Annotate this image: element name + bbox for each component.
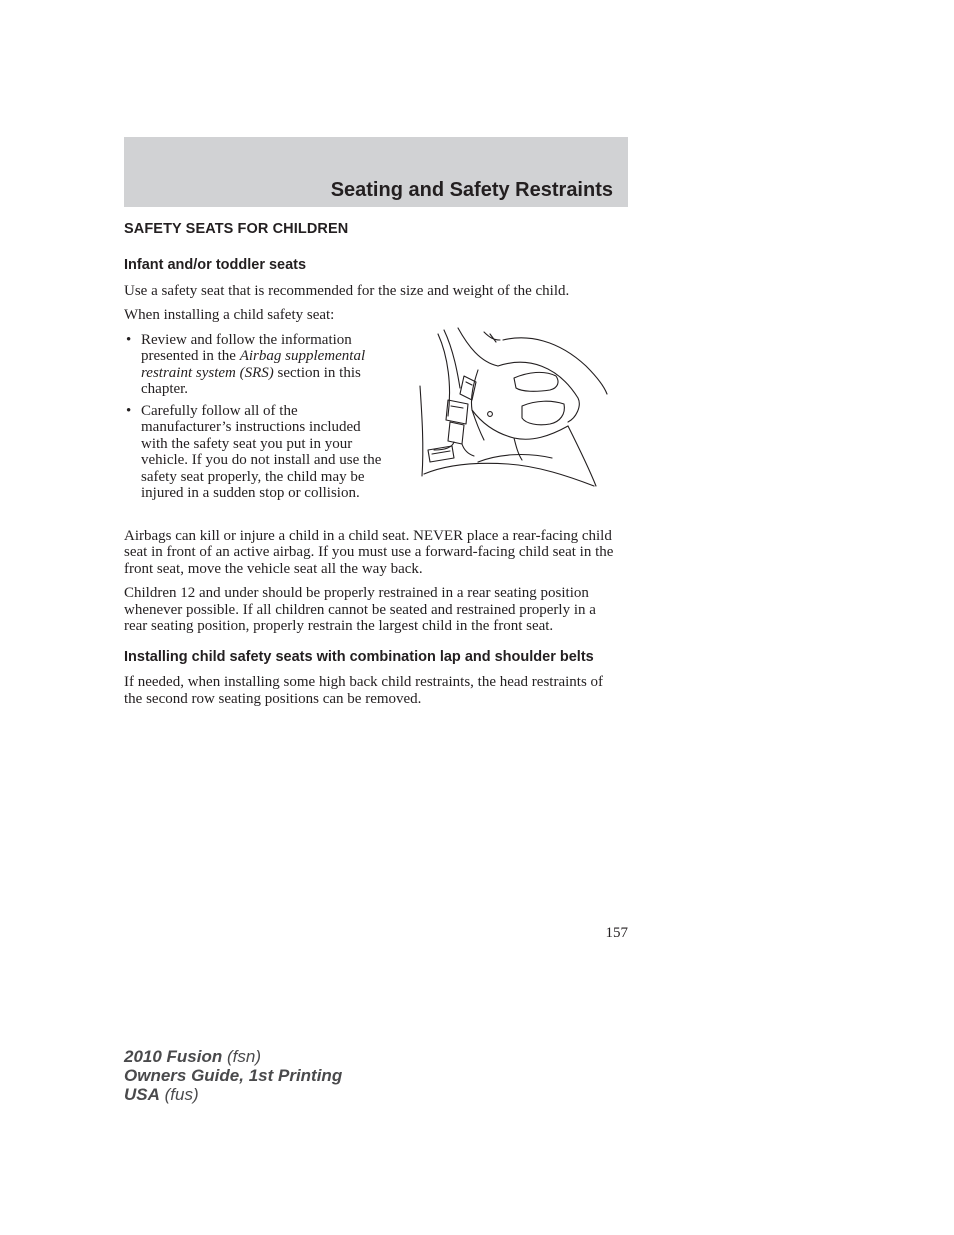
subsection-title-infant-toddler: Infant and/or toddler seats xyxy=(124,257,307,273)
page-header-title: Seating and Safety Restraints xyxy=(330,179,613,201)
bullet-text-pre: Review and follow the information presented in the xyxy=(141,331,352,364)
bullet-item-review-info xyxy=(124,332,382,398)
document-footer xyxy=(124,1047,342,1104)
footer-line-guide xyxy=(124,1066,342,1085)
paragraph-when-installing: When installing a child safety seat: xyxy=(124,307,335,323)
paragraph-children-rear-seating: Children 12 and under should be properly restrained in a rear seating position whenever possible. If all children cannot be seated and restrained properly in a rear seating position, properly restrain the largest child in the front seat. xyxy=(124,585,596,634)
page-number: 157 xyxy=(605,925,628,941)
subsection-title-installing-combination-belts: Installing child safety seats with combination lap and shoulder belts xyxy=(124,648,594,665)
footer-line-market xyxy=(124,1085,342,1104)
footer-line-model xyxy=(124,1047,342,1066)
paragraph-safety-seat-size: Use a safety seat that is recommended for the size and weight of the child. xyxy=(124,282,570,299)
main-content xyxy=(124,221,619,715)
section-title: SAFETY SEATS FOR CHILDREN xyxy=(124,221,349,237)
bullet-item-manufacturer-instructions xyxy=(124,403,382,502)
seatbelt-buckle-illustration-icon xyxy=(418,326,608,496)
bullet-glyph: • xyxy=(126,331,132,348)
footer-guide-edition: Owners Guide, 1st Printing xyxy=(124,1066,343,1085)
header-band xyxy=(124,137,628,207)
bullet-list xyxy=(124,332,382,502)
paragraph-head-restraints: If needed, when installing some high back child restraints, the head restraints of the second row seating positions can be removed. xyxy=(124,674,604,707)
bullet-section xyxy=(124,332,619,522)
bullet-text-post: section in this chapter. xyxy=(141,364,361,397)
footer-model-name: 2010 Fusion xyxy=(124,1047,223,1066)
bullet-text-manufacturer: Carefully follow all of the manufacturer’s instructions included with the safety seat you put in your vehicle. If you do not install and use the safety seat properly, the child may be injured in a sudden stop or collision. xyxy=(141,402,382,501)
footer-market: USA xyxy=(124,1085,160,1104)
footer-market-code: (fus) xyxy=(164,1085,199,1104)
paragraph-airbag-warning: Airbags can kill or injure a child in a child seat. NEVER place a rear-facing child seat in front of an active airbag. If you must use a forward-facing child seat in the front seat, move the vehicle seat all the way back. xyxy=(124,527,614,577)
bullet-text-airbag-reference: Airbag supplemental restraint system (SRS) xyxy=(141,348,366,381)
bullet-glyph: • xyxy=(126,402,132,419)
footer-model-code: (fsn) xyxy=(227,1047,261,1066)
